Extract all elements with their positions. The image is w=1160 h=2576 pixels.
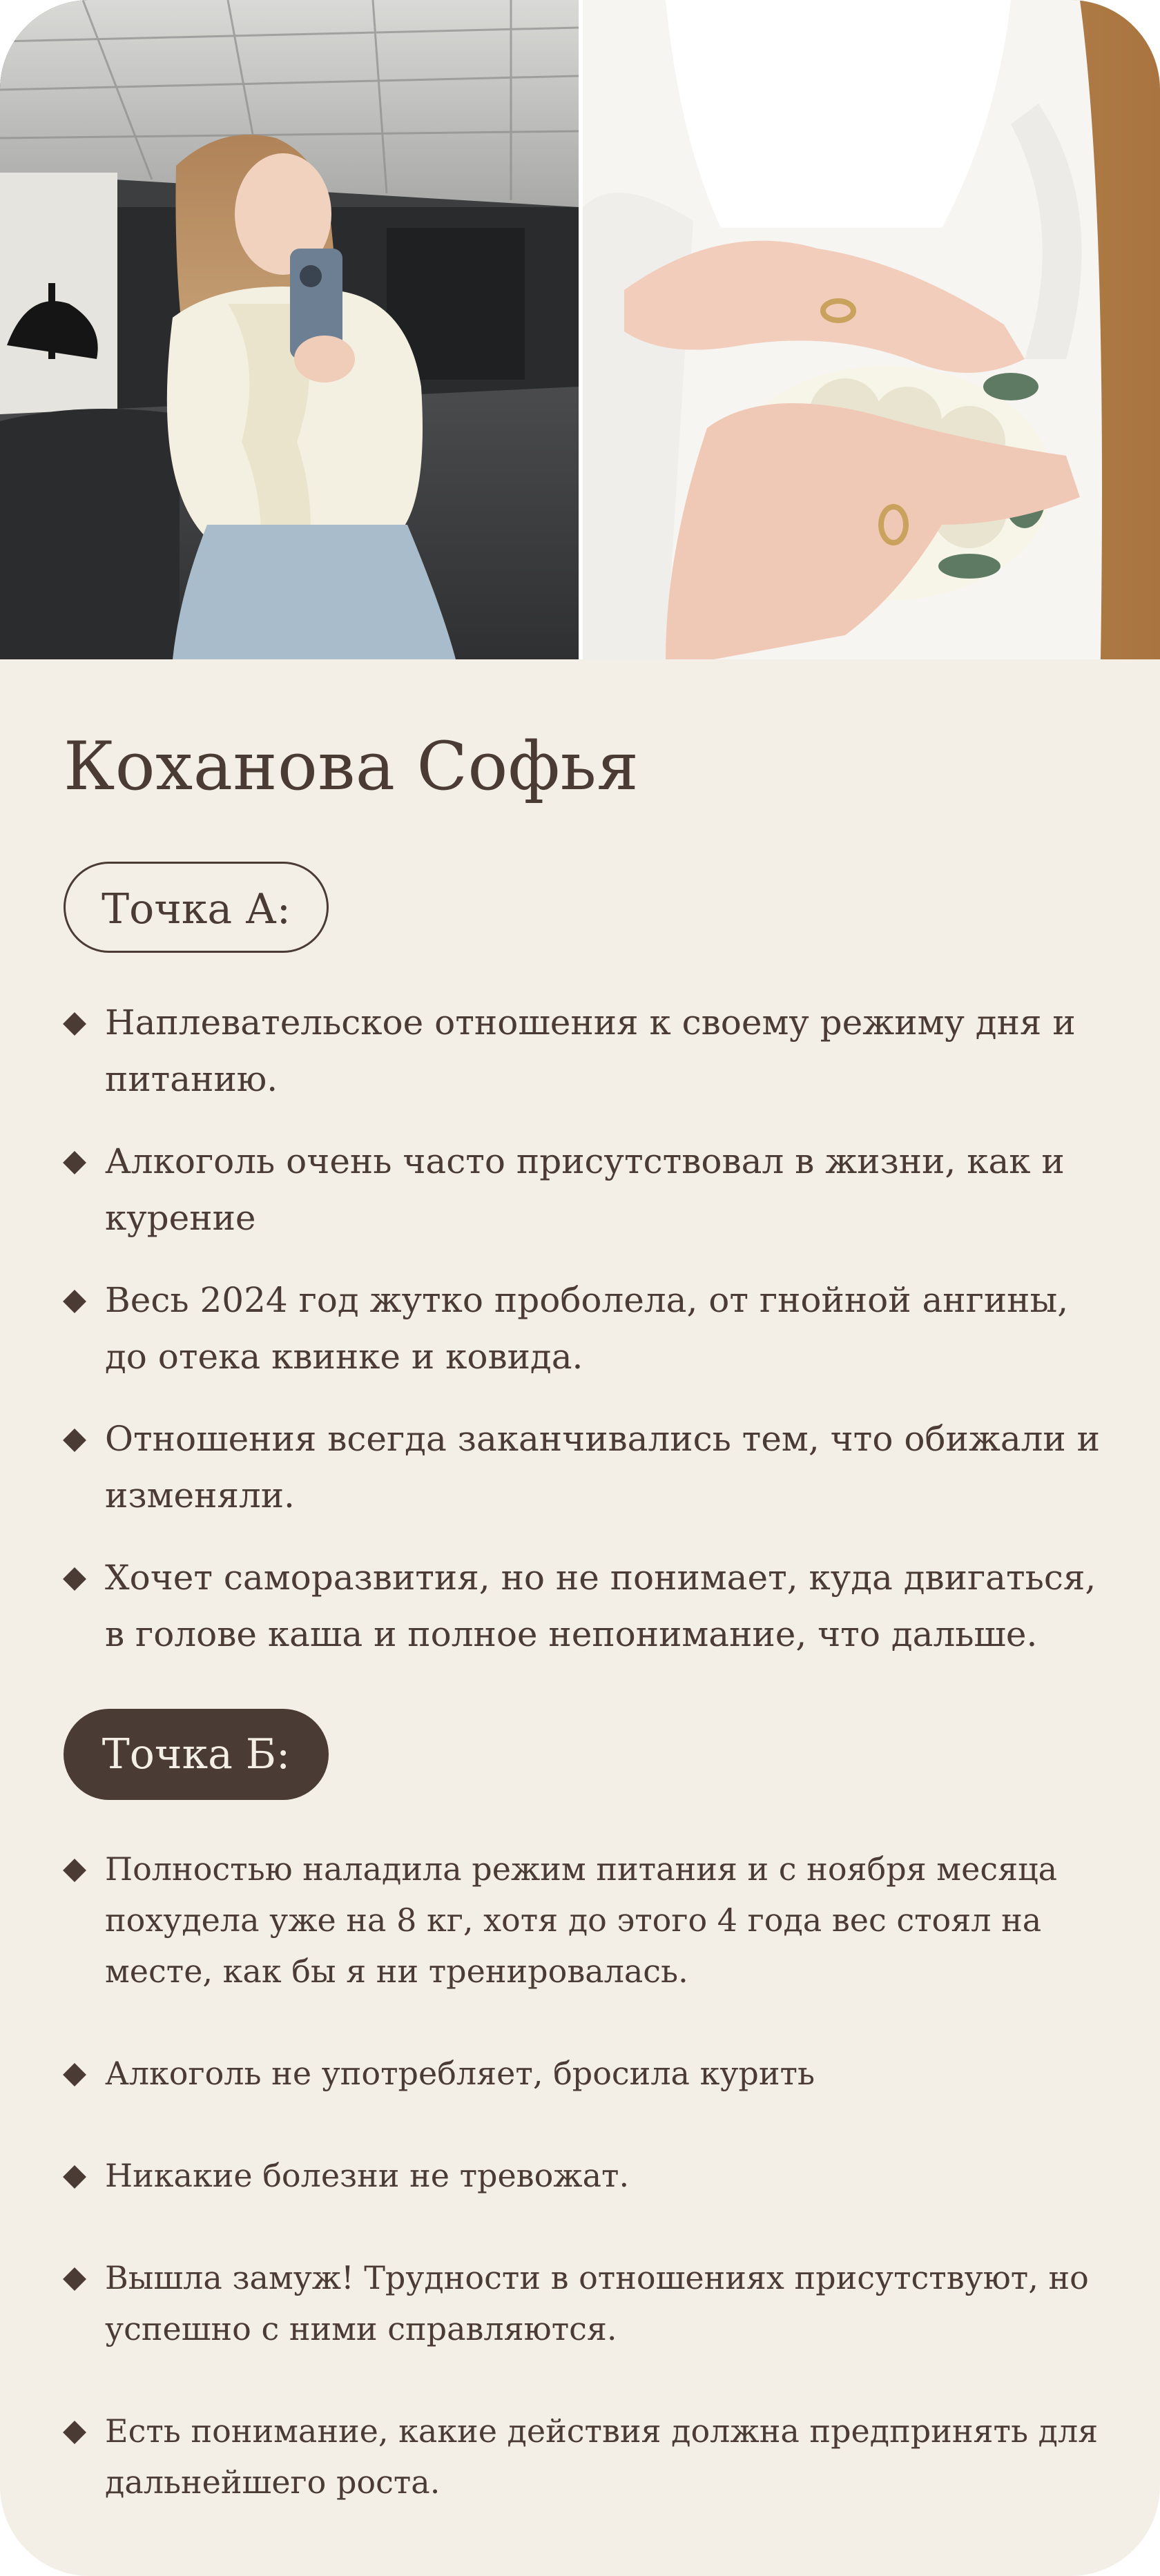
wedding-rings-image bbox=[583, 0, 1160, 659]
list-item bbox=[64, 2405, 1113, 2508]
list-item-text: Алкоголь очень часто присутствовал в жизни, как и курение bbox=[105, 1141, 1065, 1238]
point-b-list bbox=[64, 1843, 1113, 2559]
diamond-bullet-icon bbox=[63, 1012, 86, 1036]
wedding-rings-photo bbox=[583, 0, 1160, 659]
diamond-bullet-icon bbox=[63, 2063, 86, 2086]
list-item bbox=[64, 1843, 1113, 1997]
list-item bbox=[64, 1133, 1113, 1246]
diamond-bullet-icon bbox=[63, 1429, 86, 1452]
diamond-bullet-icon bbox=[63, 2267, 86, 2291]
list-item bbox=[64, 994, 1113, 1107]
point-b-label: Точка Б: bbox=[64, 1709, 329, 1800]
list-item-text: Весь 2024 год жутко проболела, от гнойной ангины, до отека квинке и ковида. bbox=[105, 1280, 1069, 1377]
diamond-bullet-icon bbox=[63, 1567, 86, 1591]
list-item-text: Хочет саморазвития, но не понимает, куда двигаться, в голове каша и полное непонимание, что дальше. bbox=[105, 1558, 1096, 1654]
diamond-bullet-icon bbox=[63, 2421, 86, 2444]
list-item bbox=[64, 2048, 1113, 2099]
diamond-bullet-icon bbox=[63, 1151, 86, 1174]
point-a-label: Точка А: bbox=[64, 862, 329, 953]
diamond-bullet-icon bbox=[63, 1290, 86, 1313]
point-a-list bbox=[64, 994, 1113, 1688]
list-item-text: Есть понимание, какие действия должна предпринять для дальнейшего роста. bbox=[105, 2412, 1099, 2501]
list-item-text: Полностью наладила режим питания и с ноября месяца похудела уже на 8 кг, хотя до этого 4 года вес стоял на месте, как бы я ни тренировалась. bbox=[105, 1850, 1058, 1990]
client-name: Коханова Софья bbox=[64, 728, 639, 805]
diamond-bullet-icon bbox=[63, 2165, 86, 2189]
photo-gallery bbox=[0, 0, 1160, 659]
list-item bbox=[64, 1411, 1113, 1524]
list-item-text: Алкоголь не употребляет, бросила курить bbox=[105, 2055, 815, 2092]
list-item bbox=[64, 1272, 1113, 1385]
list-item bbox=[64, 1549, 1113, 1663]
list-item-text: Вышла замуж! Трудности в отношениях присутствуют, но успешно с ними справляются. bbox=[105, 2259, 1089, 2347]
list-item bbox=[64, 2150, 1113, 2201]
list-item-text: Наплевательское отношения к своему режиму дня и питанию. bbox=[105, 1003, 1076, 1099]
mirror-selfie-photo bbox=[0, 0, 579, 659]
list-item-text: Никакие болезни не тревожат. bbox=[105, 2157, 630, 2194]
list-item-text: Отношения всегда заканчивались тем, что обижали и изменяли. bbox=[105, 1419, 1100, 1515]
diamond-bullet-icon bbox=[63, 1859, 86, 1882]
mirror-selfie-image bbox=[0, 0, 579, 659]
list-item bbox=[64, 2252, 1113, 2354]
